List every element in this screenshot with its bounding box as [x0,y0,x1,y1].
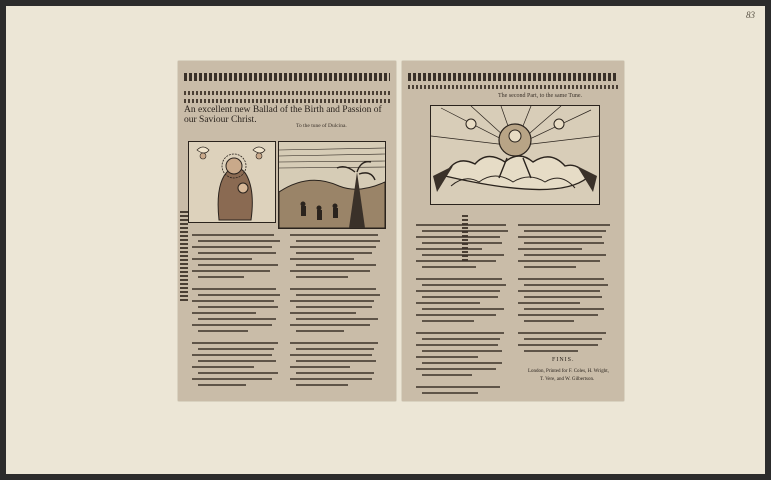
part-two-heading: The second Part, to the same Tune. [498,93,582,99]
landscape-woodcut [278,141,386,229]
verse-text-block [518,221,614,371]
verse-text-block [416,221,512,401]
ballad-sheet-part-two [402,61,624,401]
tune-line: To the tune of Dulcina. [296,123,347,129]
glory-woodcut [430,105,600,205]
madonna-woodcut [188,141,276,223]
ornamental-border-rule [408,85,618,89]
ballad-sheet-part-one [178,61,396,401]
ornamental-border-top [184,73,390,81]
verse-column-left [416,221,512,403]
madonna-illustration [189,142,275,222]
mounting-board [6,6,765,474]
verse-column-right [290,231,384,398]
landscape-illustration [279,142,385,228]
page-number: 83 [746,10,755,20]
ballad-title: An excellent new Ballad of the Birth and Passion of our Saviour Christ. [184,105,382,125]
glory-illustration [431,106,599,204]
verse-column-right [518,221,614,373]
ornamental-border-rule [184,91,390,95]
ornamental-border-rule [184,99,390,103]
imprint-line-2: T. Vere, and W. Gilbertson. [540,377,595,382]
finis-mark: FINIS. [552,357,575,363]
verse-text-block [192,231,284,396]
verse-text-block [290,231,384,396]
ornamental-border-top [408,73,618,81]
imprint-line-1: London, Printed for F. Coles, H. Wright, [528,369,609,374]
side-ornament [180,211,188,301]
verse-column-left [192,231,284,398]
